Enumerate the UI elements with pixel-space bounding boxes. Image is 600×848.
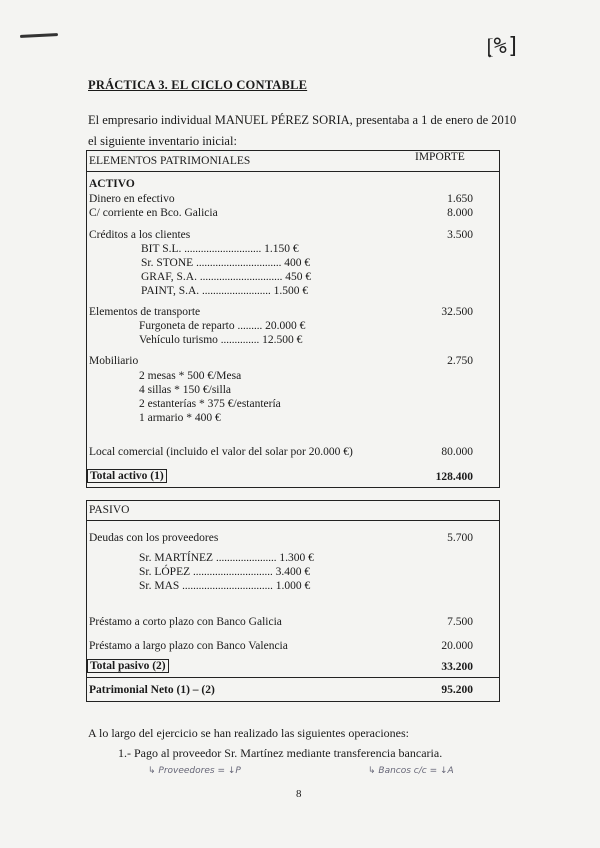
cuenta-label: C/ corriente en Bco. Galicia — [89, 207, 218, 219]
creditos-amount: 3.500 — [447, 229, 473, 241]
pasivo-table — [86, 500, 500, 702]
activo-table — [86, 150, 500, 488]
total-activo-label: Total activo (1) — [87, 469, 167, 483]
list-item: Furgoneta de reparto ......... 20.000 € — [139, 320, 306, 332]
list-item: PAINT, S.A. ......................... 1.500 € — [141, 285, 309, 297]
list-item: GRAF, S.A. .............................. 450 € — [141, 271, 312, 283]
mobiliario-label: Mobiliario — [89, 355, 139, 367]
intro-paragraph: El empresario individual MANUEL PÉREZ SORIA, presentaba a 1 de enero de 2010 el siguiente inventario inicial: — [88, 113, 517, 148]
list-item: Sr. MARTÍNEZ ...................... 1.300 € — [139, 552, 314, 564]
list-item: Sr. MAS ................................. 1.000 € — [139, 580, 311, 592]
pasivo-label: PASIVO — [89, 504, 130, 516]
page-number: 8 — [296, 788, 302, 800]
total-pasivo-amount: 33.200 — [441, 661, 473, 673]
list-item: 2 mesas * 500 €/Mesa — [139, 370, 242, 382]
list-item: BIT S.L. ............................ 1.150 € — [141, 243, 299, 255]
list-item: 2 estanterías * 375 €/estantería — [139, 398, 281, 410]
neto-label: Patrimonial Neto (1) – (2) — [89, 684, 215, 696]
total-activo-amount: 128.400 — [435, 471, 473, 483]
logo-icon: [ᨘ%] — [486, 34, 520, 59]
list-item: Sr. LÓPEZ ............................. 3.400 € — [139, 566, 311, 578]
list-item: 4 sillas * 150 €/silla — [139, 384, 231, 396]
mobiliario-amount: 2.750 — [447, 355, 473, 367]
dinero-amount: 1.650 — [447, 193, 473, 205]
largo-amount: 20.000 — [441, 640, 473, 652]
transporte-amount: 32.500 — [441, 306, 473, 318]
handwritten-note-1: ↳ Proveedores = ↓P — [148, 766, 241, 776]
page-title: PRÁCTICA 3. EL CICLO CONTABLE — [88, 78, 308, 92]
col-elements-header: ELEMENTOS PATRIMONIALES — [89, 155, 251, 167]
local-label: Local comercial (incluido el valor del solar por 20.000 €) — [89, 446, 353, 458]
activo-label: ACTIVO — [89, 178, 135, 190]
dinero-label: Dinero en efectivo — [89, 193, 175, 205]
list-item: 1 armario * 400 € — [139, 412, 221, 424]
deudas-amount: 5.700 — [447, 532, 473, 544]
handwritten-note-2: ↳ Bancos c/c = ↓A — [368, 766, 454, 776]
transporte-label: Elementos de transporte — [89, 306, 201, 318]
largo-label: Préstamo a largo plazo con Banco Valencia — [89, 640, 288, 652]
deudas-label: Deudas con los proveedores — [89, 532, 219, 544]
cuenta-amount: 8.000 — [447, 207, 473, 219]
col-amount-header: IMPORTE — [415, 151, 465, 163]
list-item: Vehículo turismo .............. 12.500 € — [139, 334, 303, 346]
list-item: Sr. STONE ............................... 400 € — [141, 257, 311, 269]
total-pasivo-label: Total pasivo (2) — [87, 659, 169, 673]
corto-amount: 7.500 — [447, 616, 473, 628]
operation-1: 1.- Pago al proveedor Sr. Martínez mediante transferencia bancaria. — [118, 746, 443, 760]
scan-mark — [20, 33, 58, 38]
neto-amount: 95.200 — [441, 684, 473, 696]
local-amount: 80.000 — [441, 446, 473, 458]
operations-intro: A lo largo del ejercicio se han realizado las siguientes operaciones: — [88, 726, 409, 740]
corto-label: Préstamo a corto plazo con Banco Galicia — [89, 616, 282, 628]
creditos-label: Créditos a los clientes — [89, 229, 191, 241]
